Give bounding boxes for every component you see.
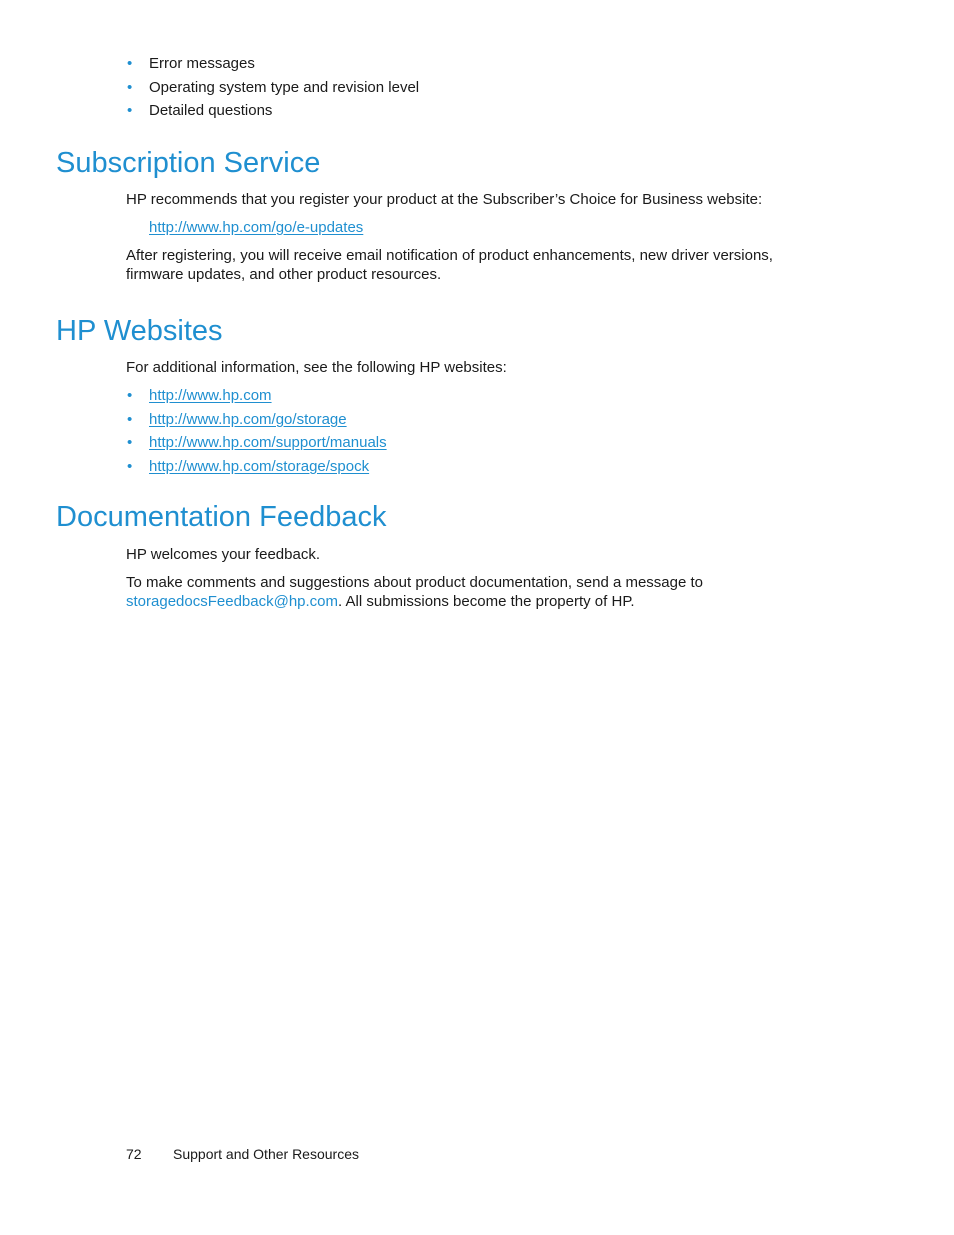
bullet-marker: • — [127, 411, 133, 428]
feedback-email-link[interactable]: storagedocsFeedback@hp.com — [126, 593, 339, 610]
hp-com-link[interactable]: http://www.hp.com — [149, 387, 272, 404]
bullet-marker: • — [127, 102, 133, 119]
footer-section-title: Support and Other Resources — [173, 1146, 359, 1162]
hp-storage-link[interactable]: http://www.hp.com/go/storage — [149, 411, 347, 428]
feedback-line1: To make comments and suggestions about product documentation, send a message to — [126, 574, 704, 591]
bullet-marker: • — [127, 55, 133, 72]
subscription-after-line1: After registering, you will receive email notification of product enhancements, new driver versions, — [126, 247, 773, 264]
feedback-line2 — [126, 592, 635, 611]
page-number: 72 — [126, 1146, 142, 1162]
feedback-welcome: HP welcomes your feedback. — [126, 546, 320, 563]
bullet-marker: • — [127, 458, 133, 475]
list-item: Error messages — [149, 55, 255, 72]
hp-spock-link[interactable]: http://www.hp.com/storage/spock — [149, 458, 370, 475]
feedback-heading: Documentation Feedback — [56, 501, 387, 533]
subscription-heading: Subscription Service — [56, 147, 321, 179]
websites-intro: For additional information, see the following HP websites: — [126, 359, 507, 376]
list-item: Operating system type and revision level — [149, 79, 420, 96]
bullet-marker: • — [127, 434, 133, 451]
e-updates-link[interactable]: http://www.hp.com/go/e-updates — [149, 219, 364, 236]
hp-manuals-link[interactable]: http://www.hp.com/support/manuals — [149, 434, 387, 451]
bullet-marker: • — [127, 79, 133, 96]
list-item: Detailed questions — [149, 102, 273, 119]
bullet-marker: • — [127, 387, 133, 404]
subscription-intro: HP recommends that you register your product at the Subscriber’s Choice for Business website: — [126, 191, 763, 208]
feedback-line2-rest: . All submissions become the property of HP. — [338, 593, 635, 610]
subscription-after-line2: firmware updates, and other product resources. — [126, 266, 442, 283]
websites-heading: HP Websites — [56, 315, 223, 347]
